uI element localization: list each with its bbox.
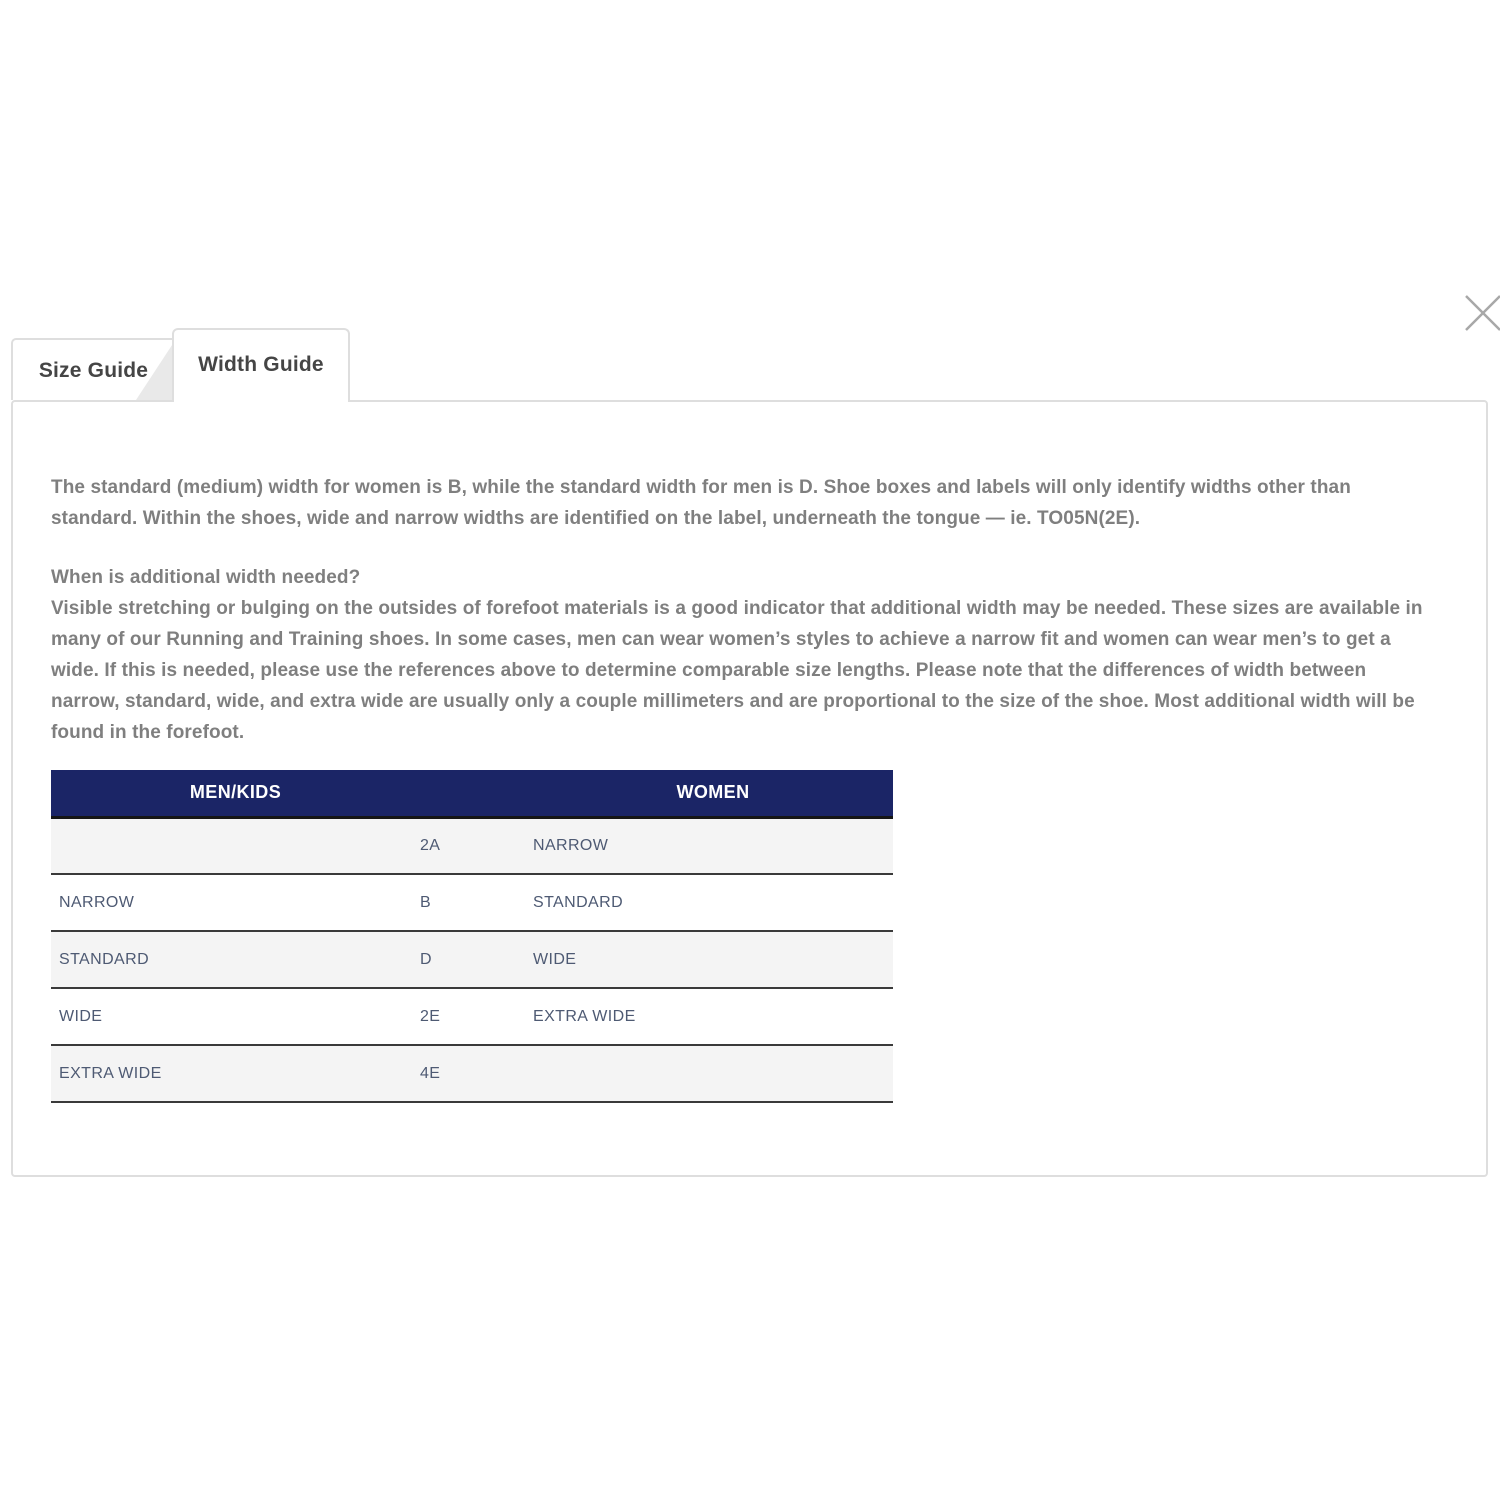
width-guide-panel bbox=[11, 400, 1488, 1177]
cell-width-code: 4E bbox=[420, 1064, 441, 1082]
cell-men-kids: NARROW bbox=[59, 893, 135, 911]
width-comparison-table bbox=[51, 770, 893, 1103]
tab-size-guide-label: Size Guide bbox=[38, 359, 149, 382]
tab-size-guide[interactable] bbox=[11, 338, 174, 400]
cell-women bbox=[533, 1045, 893, 1102]
cell-women: WIDE bbox=[533, 950, 577, 968]
close-icon[interactable] bbox=[1461, 291, 1500, 335]
cell-men-kids bbox=[51, 817, 420, 874]
section-body: Visible stretching or bulging on the outsides of forefoot materials is a good indicator that additional width may be needed. These sizes are available in many of our Running and Training shoes. In some cases, men can wear women’s styles to achieve a narrow fit and women can wear men’s to get a wide. If this is needed, please use the references above to determine comparable size lengths. Please note that the differences of width between narrow, standard, wide, and extra wide are usually only a couple millimeters and are proportional to the size of the shoe. Most additional width will be found in the forefoot. bbox=[51, 598, 1423, 743]
cell-width-code: B bbox=[420, 893, 432, 911]
table-row bbox=[51, 874, 893, 931]
tab-fold-decoration bbox=[136, 342, 174, 400]
width-guide-content bbox=[51, 472, 1426, 1103]
tab-width-guide[interactable] bbox=[172, 328, 350, 402]
cell-width-code: 2A bbox=[420, 836, 441, 854]
cell-men-kids: STANDARD bbox=[59, 950, 150, 968]
table-header-row bbox=[51, 770, 893, 817]
tab-width-guide-label: Width Guide bbox=[198, 353, 324, 376]
header-women: WOMEN bbox=[533, 770, 893, 817]
header-spacer bbox=[420, 770, 533, 817]
cell-women: STANDARD bbox=[533, 893, 624, 911]
cell-women: NARROW bbox=[533, 836, 609, 854]
header-men-kids: MEN/KIDS bbox=[51, 770, 420, 817]
cell-men-kids: WIDE bbox=[59, 1007, 103, 1025]
cell-width-code: 2E bbox=[420, 1007, 441, 1025]
cell-women: EXTRA WIDE bbox=[533, 1007, 636, 1025]
cell-men-kids: EXTRA WIDE bbox=[59, 1064, 162, 1082]
table-row bbox=[51, 931, 893, 988]
cell-width-code: D bbox=[420, 950, 432, 968]
table-row bbox=[51, 817, 893, 874]
section-heading: When is additional width needed? bbox=[51, 567, 361, 588]
table-row bbox=[51, 1045, 893, 1102]
intro-paragraph: The standard (medium) width for women is B, while the standard width for men is D. Shoe boxes and labels will only identify widths other than standard. Within the shoes, wide and narrow widths are identified on the label, underneath the tongue — ie. TO05N(2E). bbox=[51, 477, 1351, 529]
table-row bbox=[51, 988, 893, 1045]
